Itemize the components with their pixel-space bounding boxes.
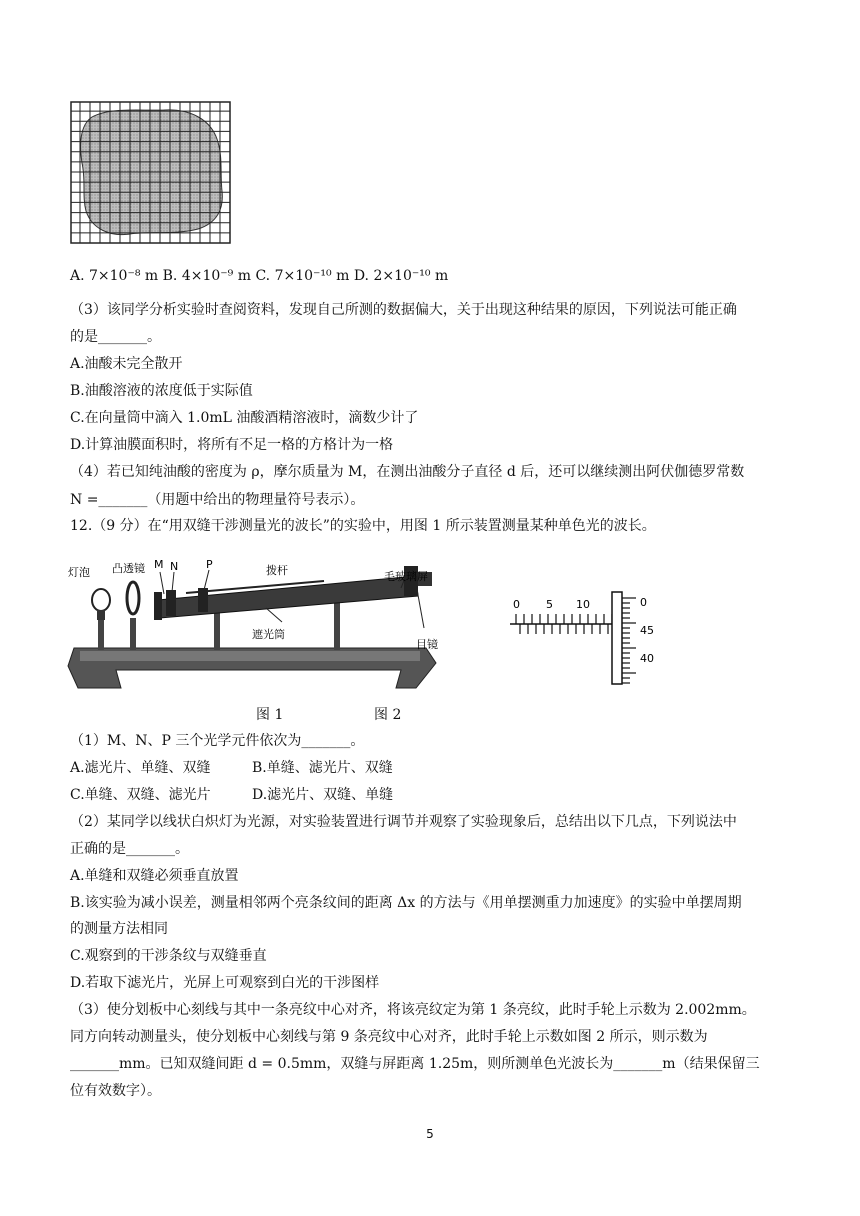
main-scale-10: 10 <box>576 598 590 611</box>
s2-option-c: C.观察到的干涉条纹与双缝垂直 <box>70 948 267 964</box>
s3-text-4: 位有效数字）。 <box>70 1083 161 1099</box>
s2-option-b-1: B.该实验为减小误差，测量相邻两个亮条纹间的距离 Δx 的方法与《用单摆测重力加速度》的实验中单摆周期 <box>70 895 742 911</box>
light-tube <box>158 576 418 618</box>
q3-option-b: B.油酸溶液的浓度低于实际值 <box>70 383 253 399</box>
s1-option-d: D.滤光片、双缝、单缝 <box>252 787 394 803</box>
lamp-icon <box>92 589 110 611</box>
q3-option-d: D.计算油膜面积时，将所有不足一格的方格计为一格 <box>70 437 394 453</box>
answer-options: A. 7×10⁻⁸ m B. 4×10⁻⁹ m C. 7×10⁻¹⁰ m D. 2×10⁻¹⁰ m <box>70 268 449 284</box>
label-lever: 拨杆 <box>266 564 288 577</box>
label-m: M <box>154 558 164 571</box>
oil-film-grid-figure <box>70 101 232 245</box>
label-eyepiece: 目镜 <box>416 638 438 651</box>
q4-text-2: N =_______（用题中给出的物理量符号表示）。 <box>70 492 365 508</box>
main-scale-0: 0 <box>513 598 520 611</box>
q3-option-c: C.在向量筒中滴入 1.0mL 油酸酒精溶液时，滴数少计了 <box>70 410 419 426</box>
q4-text-1: （4）若已知纯油酸的密度为 ρ，摩尔质量为 M，在测出油酸分子直径 d 后，还可以继续测出阿伏伽德罗常数 <box>70 464 745 480</box>
s1-option-a: A.滤光片、单缝、双缝 <box>70 760 211 776</box>
s2-text-1: （2）某同学以线状白炽灯为光源，对实验装置进行调节并观察了实验现象后，总结出以下几点，下列说法中 <box>70 814 737 830</box>
q12-title: 12.（9 分）在“用双缝干涉测量光的波长”的实验中，用图 1 所示装置测量某种单色光的波长。 <box>70 518 656 534</box>
caption-figure-2: 图 2 <box>374 707 402 723</box>
s2-text-2: 正确的是_______。 <box>70 841 189 857</box>
lens-icon <box>127 582 139 614</box>
q3-text-2: 的是_______。 <box>70 329 161 345</box>
label-n: N <box>170 560 179 573</box>
caption-figure-1: 图 1 <box>256 707 284 723</box>
micrometer-figure <box>500 588 680 688</box>
s2-option-b-2: 的测量方法相同 <box>70 921 168 937</box>
q3-option-a: A.油酸未完全散开 <box>70 356 183 372</box>
q3-text-1: （3）该同学分析实验时查阅资料，发现自己所测的数据偏大，关于出现这种结果的原因，下列说法可能正确 <box>70 302 737 318</box>
label-screen: 毛玻璃屏 <box>384 570 428 583</box>
page-number: 5 <box>426 1127 434 1141</box>
vernier-40: 40 <box>640 652 654 665</box>
main-scale-5: 5 <box>546 598 553 611</box>
label-lamp: 灯泡 <box>68 566 90 579</box>
apparatus-figure <box>66 548 456 694</box>
vernier-0: 0 <box>640 596 647 609</box>
vernier-45: 45 <box>640 624 654 637</box>
s2-option-d: D.若取下滤光片，光屏上可观察到白光的干涉图样 <box>70 975 380 991</box>
s2-option-a: A.单缝和双缝必须垂直放置 <box>70 868 239 884</box>
label-p: P <box>206 558 213 571</box>
s3-text-1: （3）使分划板中心刻线与其中一条亮纹中心对齐，将该亮纹定为第 1 条亮纹，此时手轮上示数为 2.002mm。 <box>70 1002 756 1018</box>
s1-option-c: C.单缝、双缝、滤光片 <box>70 787 211 803</box>
label-lens: 凸透镜 <box>112 562 145 575</box>
s1-option-b: B.单缝、滤光片、双缝 <box>252 760 393 776</box>
label-tube: 遮光筒 <box>252 628 285 641</box>
s1-text: （1）M、N、P 三个光学元件依次为_______。 <box>70 733 365 749</box>
s3-text-3: _______mm。已知双缝间距 d = 0.5mm，双缝与屏距离 1.25m，则所测单色光波长为_______m（结果保留三 <box>70 1056 760 1072</box>
s3-text-2: 同方向转动测量头，使分划板中心刻线与第 9 条亮纹中心对齐，此时手轮上示数如图 2 所示，则示数为 <box>70 1029 708 1045</box>
